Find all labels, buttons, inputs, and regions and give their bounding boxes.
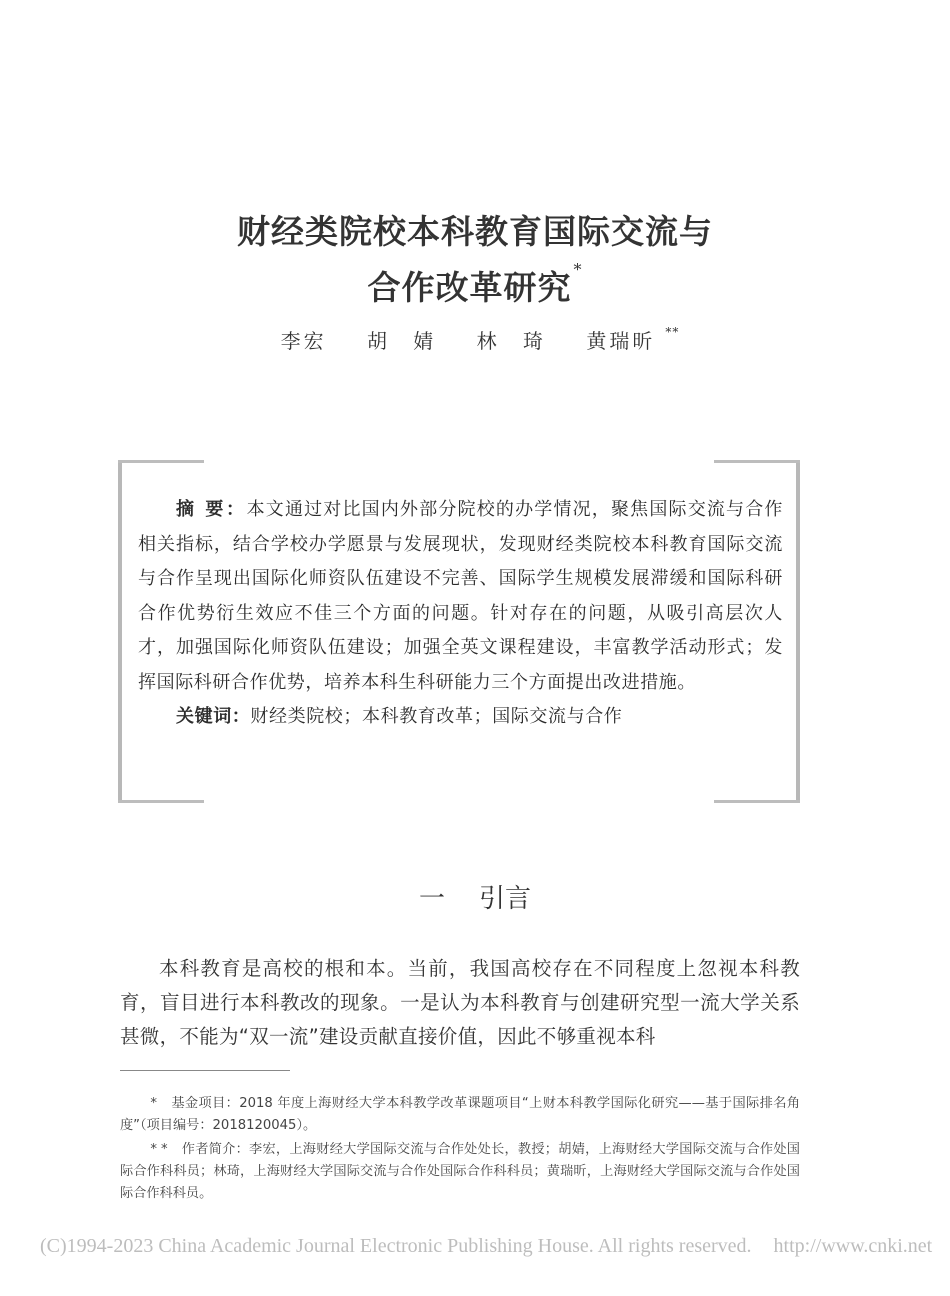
abstract-border (118, 460, 122, 803)
footnote-divider (120, 1070, 290, 1071)
abstract-corner (118, 460, 204, 463)
footnotes (120, 1093, 800, 1207)
paper-title-line-2: 合作改革研究 * (367, 260, 583, 307)
footnote-mark: * (150, 1096, 161, 1111)
copyright-url: http://www.cnki.net (773, 1235, 933, 1257)
author-name: 李宏 (280, 329, 327, 353)
copyright-text: (C)1994-2023 China Academic Journal Electronic Publishing House. All rights reserved. (40, 1235, 752, 1257)
author-footnote-mark: ** (665, 325, 680, 339)
section-heading (0, 878, 950, 915)
abstract-corner (714, 800, 800, 803)
abstract-text: 本文通过对比国内外部分院校的办学情况，聚焦国际交流与合作相关指标，结合学校办学愿景与发展现状，发现财经类院校本科教育国际交流与合作呈现出国际化师资队伍建设不完善、国际学生规模发展滞缓和国际科研合作优势衍生效应不佳三个方面的问题。针对存在的问题，从吸引高层次人才，加强国际化师资队伍建设；加强全英文课程建设，丰富教学活动形式；发挥国际科研合作优势，培养本科生科研能力三个方面提出改进措施。 (138, 499, 783, 693)
keywords (176, 700, 783, 735)
abstract-box (118, 460, 800, 803)
footnote-text: 基金项目：2018 年度上海财经大学本科教学改革课题项目“上财本科教学国际化研究——基于国际排名角度”（项目编号：2018120045）。 (120, 1096, 800, 1133)
abstract-label: 摘 要： (176, 499, 247, 520)
abstract-border (796, 460, 800, 803)
footnote (120, 1139, 800, 1205)
paper-title-line-1: 财经类院校本科教育国际交流与 (237, 212, 713, 251)
abstract-corner (714, 460, 800, 463)
abstract (138, 493, 783, 735)
keywords-label: 关键词： (176, 706, 251, 727)
section-title: 引言 (479, 884, 532, 914)
footnote (120, 1093, 800, 1137)
footnote-mark: ** (150, 1142, 172, 1157)
section-number: 一 (418, 884, 445, 914)
abstract-corner (118, 800, 204, 803)
body-paragraph: 本科教育是高校的根和本。当前，我国高校存在不同程度上忽视本科教育，盲目进行本科教改的现象。一是认为本科教育与创建研究型一流大学关系甚微，不能为“双一流”建设贡献直接价值，因此不够重视本科 (120, 957, 800, 1048)
author-name: 黄瑞昕 (586, 329, 656, 353)
author-name: 胡 婧 (366, 329, 437, 353)
title-footnote-mark: * (573, 260, 583, 279)
footnote-text: 作者简介：李宏，上海财经大学国际交流与合作处处长，教授；胡婧，上海财经大学国际交流与合作处国际合作科科员；林琦，上海财经大学国际交流与合作处国际合作科科员；黄瑞昕，上海财经大学国际交流与合作处国际合作科科员。 (120, 1142, 800, 1201)
abstract-body (138, 493, 783, 700)
author-name: 林 琦 (476, 329, 547, 353)
copyright-watermark (40, 1235, 950, 1258)
keywords-text: 财经类院校；本科教育改革；国际交流与合作 (250, 706, 623, 727)
author-list (0, 325, 950, 354)
